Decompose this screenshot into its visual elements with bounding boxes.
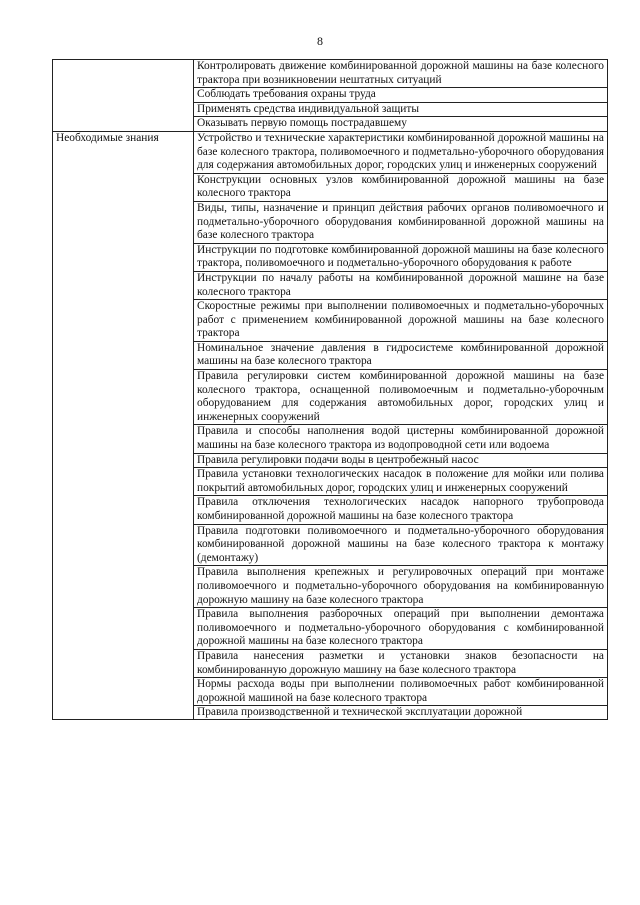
table-cell: Номинальное значение давления в гидросистеме комбинированной дорожной машины на базе колесного трактора	[194, 341, 608, 369]
knowledge-label: Необходимые знания	[53, 131, 194, 719]
table-cell: Виды, типы, назначение и принцип действия рабочих органов поливомоечного и подметально-уборочного оборудования комбинированной дорожной машины на базе колесного трактора	[194, 201, 608, 243]
table-cell: Конструкции основных узлов комбинированной дорожной машины на базе колесного трактора	[194, 173, 608, 201]
table-cell: Инструкции по началу работы на комбинированной дорожной машине на базе колесного трактора	[194, 271, 608, 299]
table-cell: Правила регулировки систем комбинированной дорожной машины на базе колесного трактора, оснащенной поливомоечным и подметально-уборочным оборудованием для содержания автомобильных дорог, городских улиц и инженерных сооружений	[194, 370, 608, 425]
table-cell: Правила регулировки подачи воды в центробежный насос	[194, 453, 608, 468]
table-cell: Правила и способы наполнения водой цистерны комбинированной дорожной машины на базе колесного трактора из водопроводной сети или водоема	[194, 425, 608, 453]
page-number: 8	[317, 34, 323, 48]
table-cell: Правила подготовки поливомоечного и подметально-уборочного оборудования комбинированной дорожной машины на базе колесного трактора к монтажу (демонтажу)	[194, 524, 608, 566]
table-row	[53, 60, 608, 88]
competency-table	[52, 59, 608, 720]
table-cell: Нормы расхода воды при выполнении поливомоечных работ комбинированной дорожной машиной на базе колесного трактора	[194, 678, 608, 706]
table-cell: Контролировать движение комбинированной дорожной машины на базе колесного трактора при возникновении нештатных ситуаций	[194, 60, 608, 88]
continued-text: Правила производственной и технической эксплуатации дорожной	[197, 706, 523, 719]
table-cell-continued	[194, 706, 608, 720]
table-cell: Соблюдать требования охраны труда	[194, 88, 608, 103]
table-cell: Правила выполнения разборочных операций при выполнении демонтажа поливомоечного и подметально-уборочного оборудования с комбинированной дорожной машины на базе колесного трактора	[194, 608, 608, 650]
table-cell: Правила отключения технологических насадок напорного трубопровода комбинированной дорожной машины на базе колесного трактора	[194, 496, 608, 524]
table-cell: Правила выполнения крепежных и регулировочных операций при монтаже поливомоечного и подметально-уборочного оборудования на комбинированную дорожную машину на базе колесного трактора	[194, 566, 608, 608]
table-cell: Применять средства индивидуальной защиты	[194, 102, 608, 117]
table-row	[53, 131, 608, 173]
table-cell: Оказывать первую помощь пострадавшему	[194, 117, 608, 132]
table-cell: Правила нанесения разметки и установки знаков безопасности на комбинированную дорожную машину на базе колесного трактора	[194, 649, 608, 677]
table-cell: Инструкции по подготовке комбинированной дорожной машины на базе колесного трактора, поливомоечного и подметально-уборочного оборудования к работе	[194, 243, 608, 271]
table-cell: Правила установки технологических насадок в положение для мойки или полива покрытий автомобильных дорог, городских улиц и инженерных сооружений	[194, 468, 608, 496]
table-cell: Устройство и технические характеристики комбинированной дорожной машины на базе колесного трактора, поливомоечного и подметально-уборочного оборудования для содержания автомобильных дорог, городских улиц и инженерных сооружений	[194, 131, 608, 173]
table-cell: Скоростные режимы при выполнении поливомоечных и подметально-уборочных работ с применением комбинированной дорожной машины на базе колесного трактора	[194, 300, 608, 342]
labor-actions-label-cell	[53, 60, 194, 132]
